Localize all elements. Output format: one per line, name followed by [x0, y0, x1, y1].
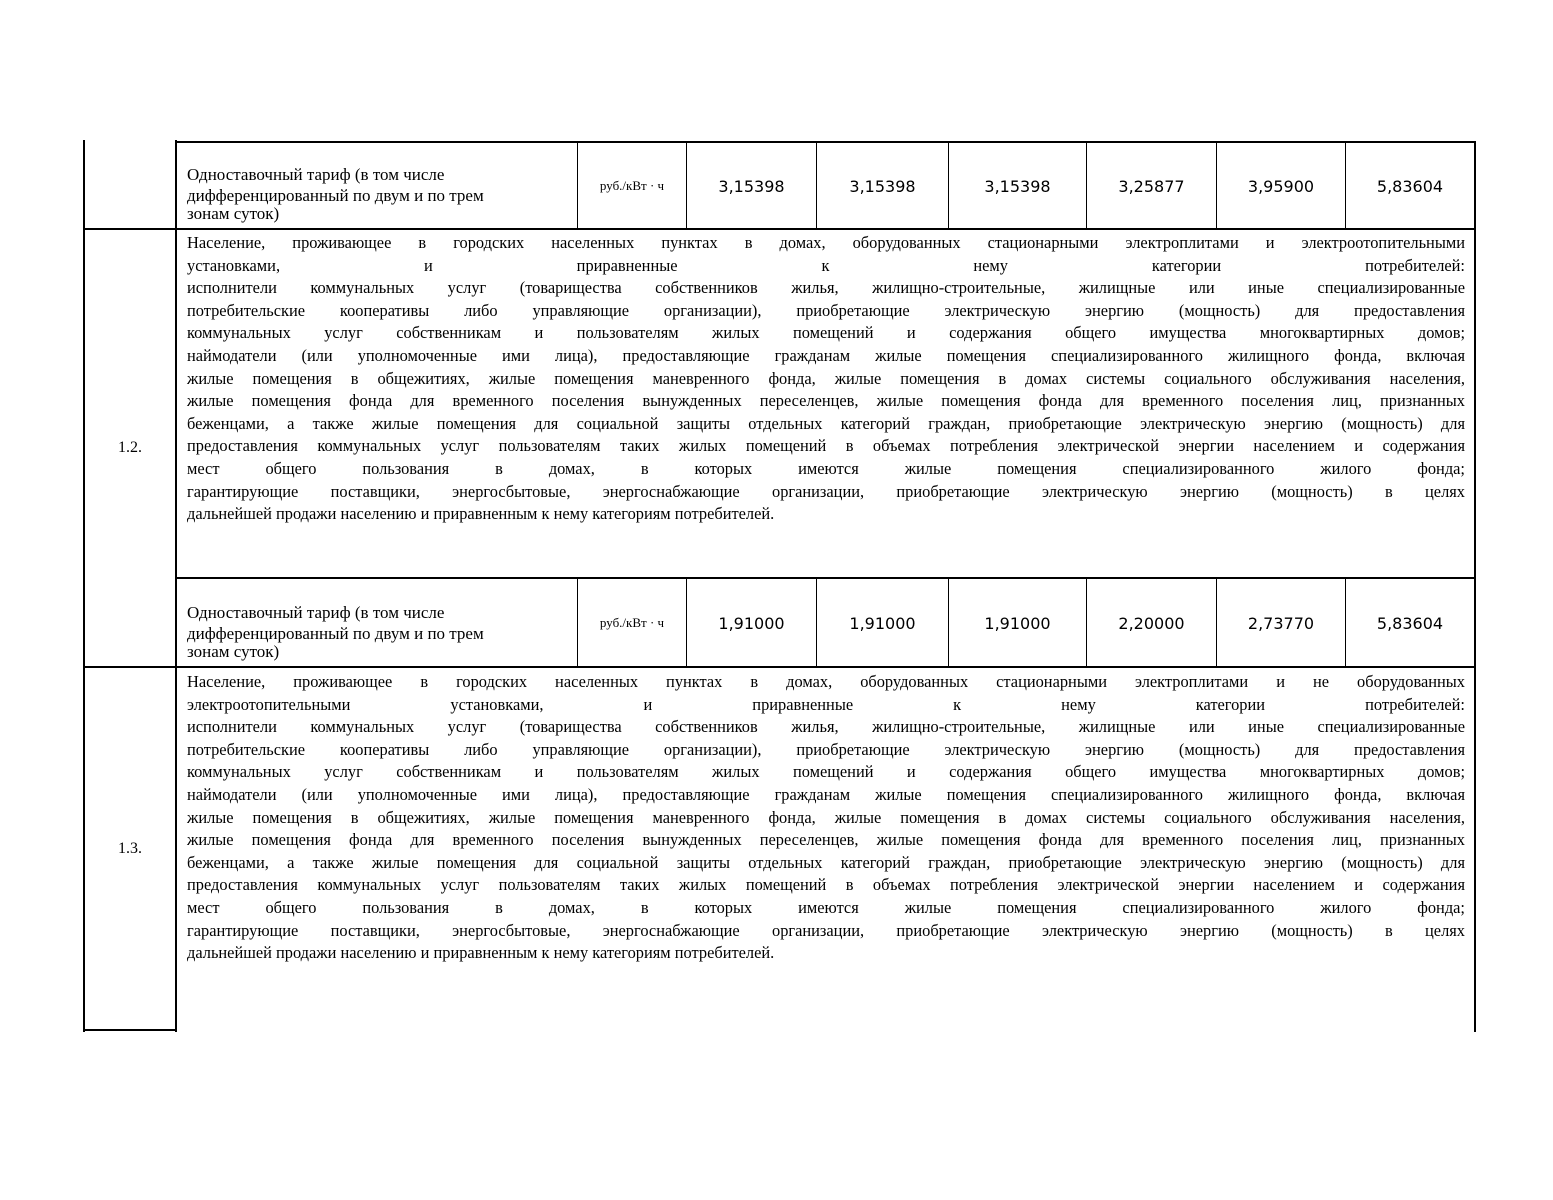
tariff-label-line: зонам суток)	[187, 642, 280, 661]
description-line: беженцами, а также жилые помещения для социальной защиты отдельных категорий граждан, приобретающие электрическую энергию (мощность) для	[187, 413, 1465, 433]
tariff-label	[187, 164, 572, 221]
value-cell: 3,15398	[849, 176, 916, 196]
value-cell: 1,91000	[849, 613, 916, 633]
tariff-label-line: Одноставочный тариф (в том числе	[187, 165, 445, 184]
unit-cell: руб./кВт · ч	[599, 615, 665, 630]
category-description	[187, 671, 1465, 965]
description-line: потребительские кооперативы либо управляющие организации), приобретающие электрическую энергию (мощность) для предоставления	[187, 300, 1465, 320]
description-line: коммунальных услуг собственникам и пользователям жилых помещений и содержания общего имущества многоквартирных домов;	[187, 323, 1465, 343]
description-line: мест общего пользования в домах, в которых имеются жилые помещения специализированного жилого фонда;	[187, 897, 1465, 917]
tariff-label	[187, 602, 572, 659]
description-line: предоставления коммунальных услуг пользователям таких жилых помещений в объемах потребления электрической энергии населением и содержания	[187, 436, 1465, 456]
description-line: исполнители коммунальных услуг (товарищества собственников жилья, жилищно-строительные, жилищные или иные специализированные	[187, 278, 1465, 298]
description-line: гарантирующие поставщики, энергосбытовые, энергоснабжающие организации, приобретающие электрическую энергию (мощность) в целях	[187, 920, 1465, 940]
value-cell: 3,15398	[984, 176, 1051, 196]
description-line: наймодатели (или уполномоченные ими лица), предоставляющие гражданам жилые помещения специализированного жилищного фонда, включая	[187, 345, 1465, 365]
tariff-label-line: зонам суток)	[187, 204, 280, 223]
description-line: предоставления коммунальных услуг пользователям таких жилых помещений в объемах потребления электрической энергии населением и содержания	[187, 875, 1465, 895]
value-cell: 5,83604	[1376, 613, 1444, 633]
value-cell: 3,25877	[1118, 176, 1185, 196]
description-line: жилые помещения в общежитиях, жилые помещения маневренного фонда, жилые помещения в домах системы социального обслуживания населения,	[187, 807, 1465, 827]
table-border-number-col	[175, 140, 177, 1032]
row-number: 1.3.	[118, 840, 142, 857]
value-cell: 3,95900	[1247, 176, 1315, 196]
value-cell: 2,20000	[1118, 613, 1185, 633]
description-line: коммунальных услуг собственникам и пользователям жилых помещений и содержания общего имущества многоквартирных домов;	[187, 762, 1465, 782]
tariff-label-line: дифференцированный по двум и по трем	[187, 624, 484, 643]
description-line: установками, и приравненные к нему категории потребителей:	[187, 255, 1465, 275]
description-line: Население, проживающее в городских населенных пунктах в домах, оборудованных стационарными электроплитами и не оборудованных	[187, 672, 1465, 691]
description-line: мест общего пользования в домах, в которых имеются жилые помещения специализированного жилого фонда;	[187, 458, 1465, 478]
row-number: 1.2.	[118, 439, 142, 456]
description-line: жилые помещения фонда для временного поселения вынужденных переселенцев, жилые помещения фонда для временного поселения лиц, признанных	[187, 830, 1465, 850]
description-line: электроотопительными установками, и приравненные к нему категории потребителей:	[187, 694, 1465, 714]
value-cell: 1,91000	[718, 613, 785, 633]
value-cell: 5,83604	[1376, 176, 1444, 196]
description-line: потребительские кооперативы либо управляющие организации), приобретающие электрическую энергию (мощность) для предоставления	[187, 739, 1465, 759]
description-line: беженцами, а также жилые помещения для социальной защиты отдельных категорий граждан, приобретающие электрическую энергию (мощность) для	[187, 852, 1465, 872]
category-description	[187, 232, 1465, 526]
value-cell: 3,15398	[718, 176, 785, 196]
unit-cell: руб./кВт · ч	[599, 178, 665, 193]
tariff-label-line: дифференцированный по двум и по трем	[187, 186, 484, 205]
value-cell: 2,73770	[1247, 613, 1315, 633]
description-line: исполнители коммунальных услуг (товарищества собственников жилья, жилищно-строительные, жилищные или иные специализированные	[187, 717, 1465, 737]
description-line: жилые помещения в общежитиях, жилые помещения маневренного фонда, жилые помещения в домах системы социального обслуживания населения,	[187, 368, 1465, 388]
description-line: дальнейшей продажи населению и приравненным к нему категориям потребителей.	[187, 943, 775, 963]
description-line: Население, проживающее в городских населенных пунктах в домах, оборудованных стационарными электроплитами и электроотопительными	[187, 233, 1465, 252]
value-cell: 1,91000	[984, 613, 1051, 633]
description-line: жилые помещения фонда для временного поселения вынужденных переселенцев, жилые помещения фонда для временного поселения лиц, признанных	[187, 391, 1465, 411]
description-line: наймодатели (или уполномоченные ими лица), предоставляющие гражданам жилые помещения специализированного жилищного фонда, включая	[187, 784, 1465, 804]
description-line: дальнейшей продажи населению и приравненным к нему категориям потребителей.	[187, 504, 775, 524]
tariff-label-line: Одноставочный тариф (в том числе	[187, 603, 445, 622]
table-border-right	[1474, 141, 1476, 1032]
description-line: гарантирующие поставщики, энергосбытовые, энергоснабжающие организации, приобретающие электрическую энергию (мощность) в целях	[187, 481, 1465, 501]
